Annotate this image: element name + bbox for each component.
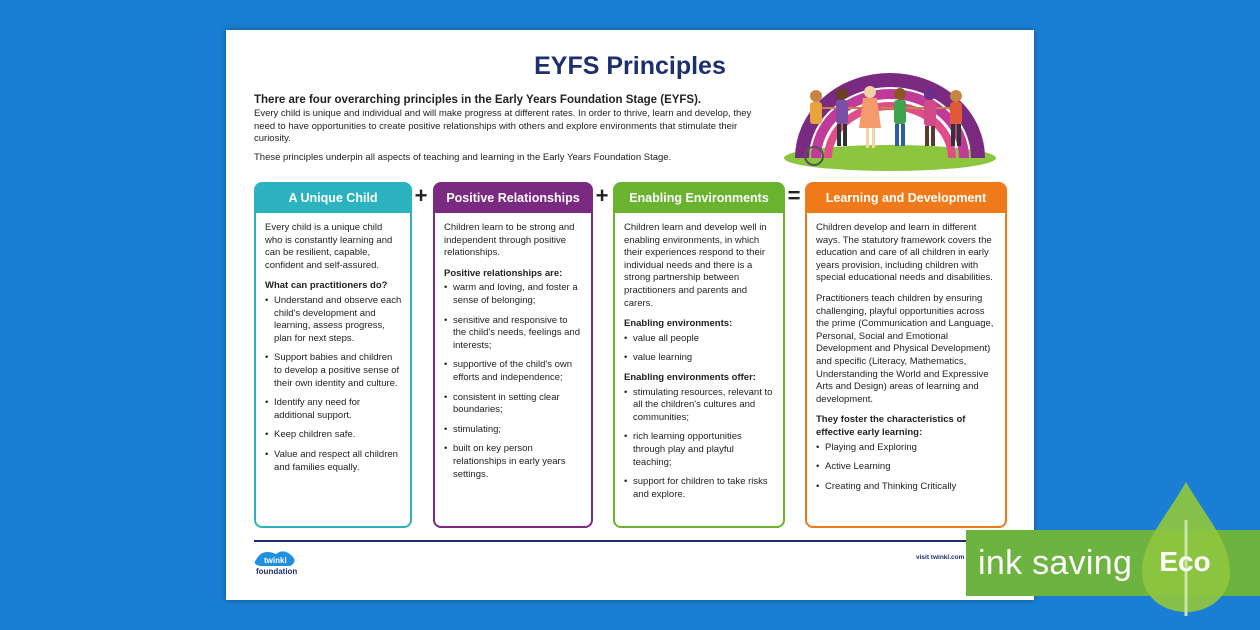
list-item: • sensitive and responsive to the child's needs, feelings and interests; bbox=[444, 315, 583, 353]
list-item: • Creating and Thinking Critically bbox=[816, 481, 997, 494]
eco-banner-text: ink saving bbox=[978, 543, 1133, 582]
card-positive-relationships-list bbox=[444, 282, 583, 481]
card-enabling-environments-subhead-2: Enabling environments offer: bbox=[624, 371, 756, 383]
card-unique-child-title: A Unique Child bbox=[255, 183, 411, 213]
card-unique-child-subhead: What can practitioners do? bbox=[265, 280, 388, 292]
svg-text:foundation: foundation bbox=[256, 567, 298, 576]
list-item: • Identify any need for additional support. bbox=[265, 397, 402, 422]
list-item: • Keep children safe. bbox=[265, 429, 402, 442]
footer-divider bbox=[254, 540, 1006, 542]
card-enabling-environments bbox=[613, 182, 785, 528]
card-enabling-environments-list bbox=[624, 333, 775, 365]
card-positive-relationships bbox=[433, 182, 593, 528]
eco-badge: Eco bbox=[1159, 546, 1211, 577]
list-item: • value learning bbox=[624, 352, 775, 365]
card-learning-development-text-1: Children develop and learn in different ways. The statutory framework covers the education and care of all children in early years provision, including children with special educational needs and disabilities. bbox=[816, 222, 993, 284]
card-learning-development-list bbox=[816, 442, 997, 494]
card-learning-development-subhead: They foster the characteristics of effective early learning: bbox=[816, 414, 966, 438]
list-item: • Understand and observe each child's development and learning, assess progress, plan for next steps. bbox=[265, 295, 402, 345]
card-enabling-environments-list-2 bbox=[624, 387, 775, 502]
list-item: • stimulating; bbox=[444, 424, 583, 437]
intro-lead: There are four overarching principles in the Early Years Foundation Stage (EYFS). bbox=[254, 94, 702, 106]
card-enabling-environments-text: Children learn and develop well in enabling environments, in which their experiences respond to their individual needs and there is a strong partnership between practitioners and parents and carers. bbox=[624, 222, 767, 309]
plus-operator: + bbox=[595, 183, 609, 208]
card-unique-child-text: Every child is a unique child who is constantly learning and can be resilient, capable, confident and self-assured. bbox=[265, 222, 393, 271]
twinkl-foundation-logo bbox=[254, 546, 334, 576]
card-learning-development-text-2: Practitioners teach children by ensuring challenging, playful opportunities across the prime (Communication and Language, Personal, Social and Emotional Development and Physical Development) and specific (Literacy, Mathematics, Understanding the World and Expressive Arts and Design) areas of learning and development. bbox=[816, 292, 994, 405]
card-learning-development-title: Learning and Development bbox=[806, 183, 1006, 213]
svg-text:twinkl: twinkl bbox=[264, 556, 287, 565]
children-rainbow-illustration bbox=[780, 68, 1000, 172]
list-item: • stimulating resources, relevant to all the children's cultures and communities; bbox=[624, 387, 775, 425]
list-item: • Value and respect all children and families equally. bbox=[265, 449, 402, 474]
card-enabling-environments-subhead: Enabling environments: bbox=[624, 318, 733, 330]
visit-link[interactable]: visit twinkl.com bbox=[916, 554, 965, 561]
list-item: • Active Learning bbox=[816, 461, 997, 474]
list-item: • Support babies and children to develop a positive sense of their own identity and culture. bbox=[265, 352, 402, 390]
card-positive-relationships-subhead: Positive relationships are: bbox=[444, 267, 563, 279]
list-item: • rich learning opportunities through play and playful teaching; bbox=[624, 431, 775, 469]
list-item: • support for children to take risks and explore. bbox=[624, 476, 775, 501]
list-item: • Playing and Exploring bbox=[816, 442, 997, 455]
list-item: • value all people bbox=[624, 333, 775, 346]
page-title: EYFS Principles bbox=[534, 52, 726, 80]
worksheet-page bbox=[226, 30, 1034, 600]
card-unique-child bbox=[254, 182, 412, 528]
card-positive-relationships-title: Positive Relationships bbox=[434, 183, 592, 213]
intro-section bbox=[254, 94, 774, 163]
list-item: • built on key person relationships in early years settings. bbox=[444, 443, 583, 481]
equals-operator: = bbox=[787, 183, 801, 208]
list-item: • supportive of the child's own efforts and independence; bbox=[444, 359, 583, 384]
list-item: • warm and loving, and foster a sense of belonging; bbox=[444, 282, 583, 307]
intro-note: These principles underpin all aspects of teaching and learning in the Early Years Foundation Stage. bbox=[254, 151, 672, 163]
list-item: • consistent in setting clear boundaries; bbox=[444, 392, 583, 417]
card-unique-child-list bbox=[265, 295, 402, 474]
plus-operator: + bbox=[414, 183, 428, 208]
card-positive-relationships-text: Children learn to be strong and independent through positive relationships. bbox=[444, 222, 575, 259]
card-learning-development bbox=[805, 182, 1007, 528]
intro-body: Every child is unique and individual and will make progress at different rates. In order to thrive, learn and develop, they need to have opportunities to create positive relationships with others and explore environments that stimulate their curiosity. bbox=[254, 108, 752, 144]
card-enabling-environments-title: Enabling Environments bbox=[614, 183, 784, 213]
